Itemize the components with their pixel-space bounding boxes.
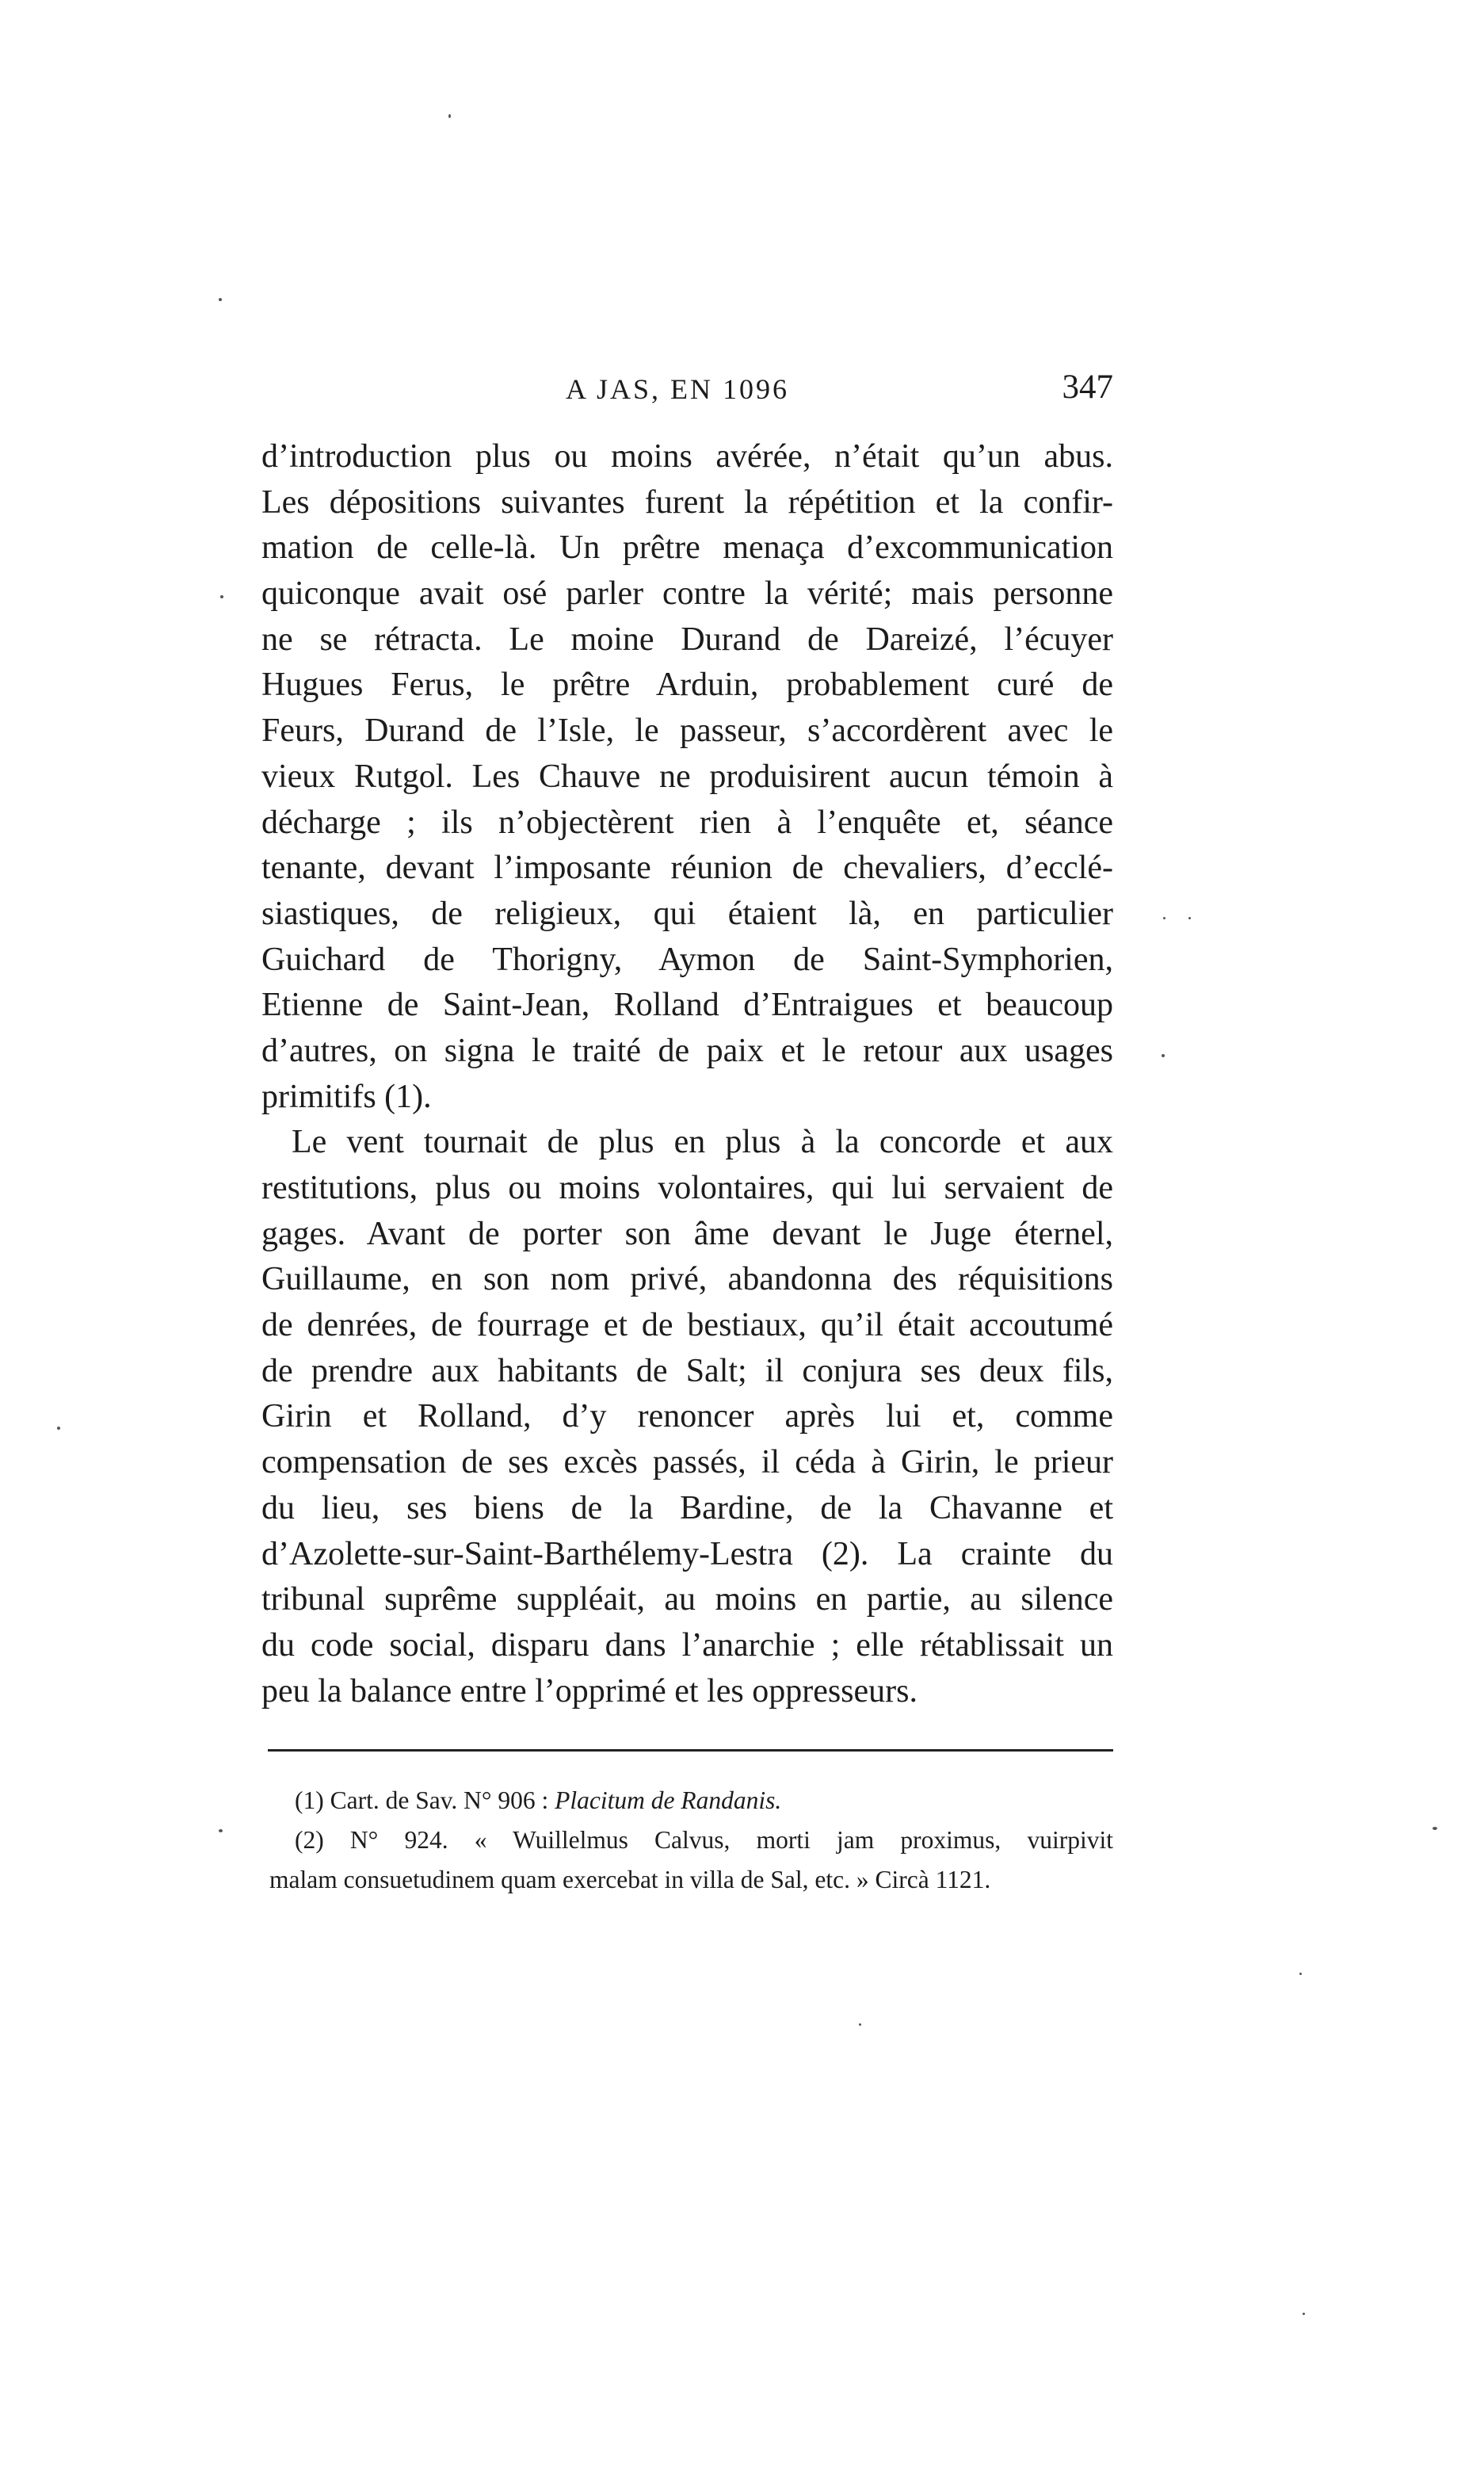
text-line: ne se rétracta. Le moine Durand de Dareizé, l’écuyer	[261, 621, 1113, 658]
page-header	[261, 363, 1113, 418]
page-number: 347	[1062, 369, 1113, 406]
text-line: quiconque avait osé parler contre la vérité; mais personne	[261, 575, 1113, 613]
text-line: Les dépositions suivantes furent la répétition et la confir-	[261, 483, 1113, 521]
text-line: de prendre aux habitants de Salt; il conjura ses deux fils,	[261, 1352, 1113, 1389]
body-text	[261, 434, 1113, 1714]
text-line: d’autres, on signa le traité de paix et le retour aux usages	[261, 1032, 1113, 1069]
scan-speck	[219, 1829, 223, 1832]
text-line: du lieu, ses biens de la Bardine, de la Chavanne et	[261, 1489, 1113, 1526]
footnote-1	[269, 1781, 1113, 1820]
footnote-2-line: malam consuetudinem quam exercebat in villa de Sal, etc. » Circà 1121.	[269, 1866, 991, 1893]
text-line: siastiques, de religieux, qui étaient là, en particulier	[261, 895, 1113, 932]
scan-speck	[1162, 1054, 1165, 1057]
text-line: Hugues Ferus, le prêtre Arduin, probablement curé de	[261, 667, 1113, 704]
text-line: du code social, disparu dans l’anarchie ; elle rétablissait un	[261, 1626, 1113, 1664]
scan-speck	[219, 298, 222, 301]
text-line: d’introduction plus ou moins avérée, n’était qu’un abus.	[261, 438, 1113, 475]
footnote-1-text: (1) Cart. de Sav. N° 906 :	[295, 1786, 555, 1814]
footnote-rule	[268, 1749, 1113, 1752]
text-line: mation de celle-là. Un prêtre menaça d’excommunication	[261, 529, 1113, 567]
scan-speck	[859, 2023, 861, 2026]
footnotes	[269, 1781, 1113, 1900]
scan-speck	[1163, 917, 1165, 919]
text-line: gages. Avant de porter son âme devant le Juge éternel,	[261, 1215, 1113, 1252]
scan-speck	[1303, 2313, 1305, 2315]
text-line: tribunal suprême suppléait, au moins en partie, au silence	[261, 1581, 1113, 1618]
text-line: d’Azolette-sur-Saint-Barthélemy-Lestra (2). La crainte du	[261, 1535, 1113, 1572]
text-line: Etienne de Saint-Jean, Rolland d’Entraigues et beaucoup	[261, 987, 1113, 1024]
footnote-1-title: Placitum de Randanis.	[555, 1786, 782, 1814]
text-line: vieux Rutgol. Les Chauve ne produisirent aucun témoin à	[261, 758, 1113, 795]
scan-speck	[57, 1427, 60, 1430]
running-head: A JAS, EN 1096	[566, 373, 790, 405]
text-line: Feurs, Durand de l’Isle, le passeur, s’accordèrent avec le	[261, 712, 1113, 750]
text-line: de denrées, de fourrage et de bestiaux, qu’il était accoutumé	[261, 1307, 1113, 1344]
text-line: Guichard de Thorigny, Aymon de Saint-Symphorien,	[261, 941, 1113, 978]
scan-speck	[220, 595, 223, 598]
paragraph-start-line: Le vent tournait de plus en plus à la concorde et aux	[292, 1124, 1113, 1161]
text-line: décharge ; ils n’objectèrent rien à l’enquête et, séance	[261, 804, 1113, 841]
text-line: tenante, devant l’imposante réunion de chevaliers, d’ecclé-	[261, 850, 1113, 887]
text-line: compensation de ses excès passés, il céda à Girin, le prieur	[261, 1444, 1113, 1481]
scan-speck	[1299, 1973, 1302, 1975]
scan-speck	[1188, 917, 1191, 919]
text-line: peu la balance entre l’opprimé et les oppresseurs.	[261, 1672, 918, 1710]
scan-speck	[1432, 1827, 1437, 1830]
footnote-2-line: (2) N° 924. « Wuillelmus Calvus, morti jam proximus, vuirpivit	[295, 1826, 1113, 1854]
text-line: Girin et Rolland, d’y renoncer après lui et, comme	[261, 1398, 1113, 1435]
text-line: restitutions, plus ou moins volontaires, qui lui servaient de	[261, 1170, 1113, 1206]
text-line: primitifs (1).	[261, 1078, 432, 1115]
text-line: Guillaume, en son nom privé, abandonna des réquisitions	[261, 1261, 1113, 1298]
scan-speck	[448, 114, 451, 118]
